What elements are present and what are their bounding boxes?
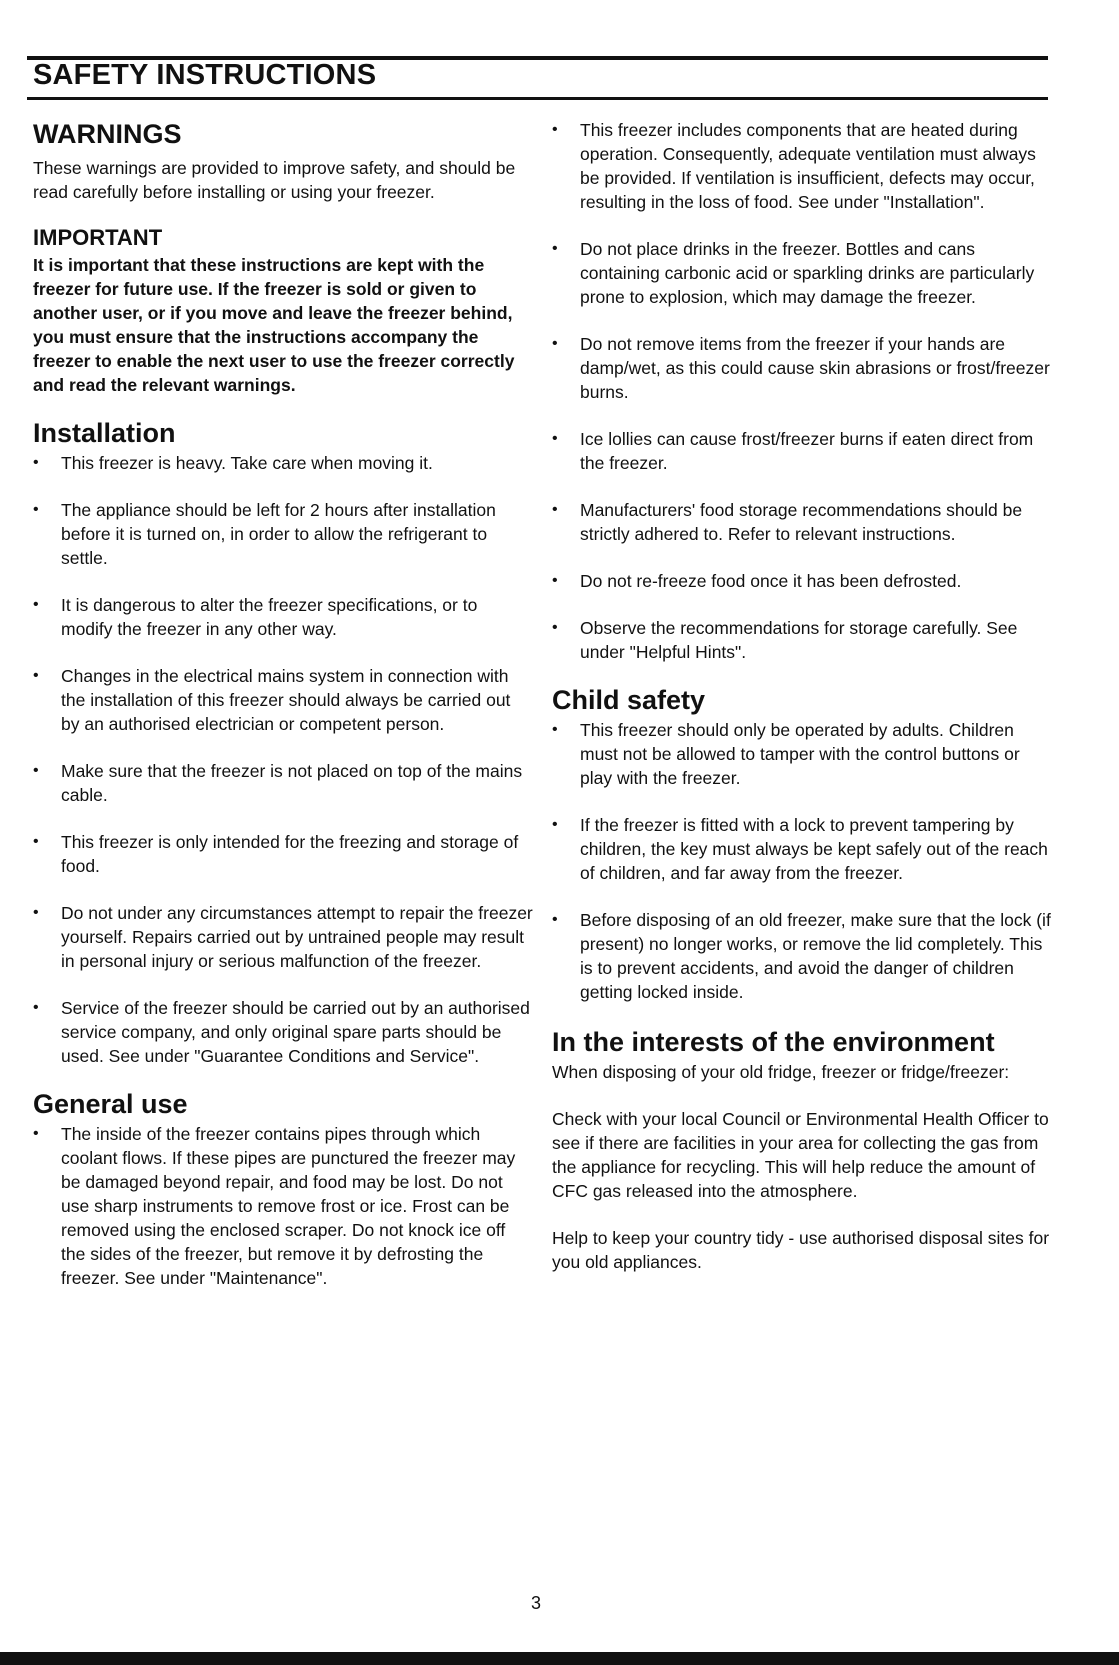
- environment-intro: When disposing of your old fridge, freezer or fridge/freezer:: [552, 1062, 1010, 1082]
- list-item: • This freezer is only intended for the freezing and storage of food.: [33, 830, 533, 878]
- list-item: • Make sure that the freezer is not placed on top of the mains cable.: [33, 759, 533, 807]
- page-title: SAFETY INSTRUCTIONS: [33, 59, 377, 91]
- list-item: • Ice lollies can cause frost/freezer burns if eaten direct from the freezer.: [552, 427, 1052, 475]
- right-column: [552, 118, 1052, 1274]
- list-item: • Manufacturers' food storage recommendations should be strictly adhered to. Refer to relevant instructions.: [552, 498, 1052, 546]
- general-warnings-list: [552, 118, 1052, 664]
- child-safety-list: [552, 718, 1052, 1004]
- list-item: • Changes in the electrical mains system in connection with the installation of this freezer should always be carried out by an authorised electrician or competent person.: [33, 664, 533, 736]
- important-heading: IMPORTANT: [33, 225, 163, 250]
- general-use-list: [33, 1122, 533, 1290]
- environment-disposal: Help to keep your country tidy - use authorised disposal sites for you old appliances.: [552, 1228, 1050, 1272]
- list-item: • This freezer should only be operated by adults. Children must not be allowed to tamper with the control buttons or play with the freezer.: [552, 718, 1052, 790]
- list-item: • It is dangerous to alter the freezer specifications, or to modify the freezer in any other way.: [33, 593, 533, 641]
- list-item: • The appliance should be left for 2 hours after installation before it is turned on, in order to allow the refrigerant to settle.: [33, 498, 533, 570]
- list-item: • Service of the freezer should be carried out by an authorised service company, and only original spare parts should be used. See under "Guarantee Conditions and Service".: [33, 996, 533, 1068]
- environment-text: Check with your local Council or Environmental Health Officer to see if there are facilities in your area for collecting the gas from the appliance for recycling. This will help reduce the amount of CFC gas released into the atmosphere.: [552, 1109, 1049, 1201]
- footer-band: [0, 1652, 1119, 1665]
- list-item: • If the freezer is fitted with a lock to prevent tampering by children, the key must always be kept safely out of the reach of children, and far away from the freezer.: [552, 813, 1052, 885]
- list-item: • This freezer includes components that are heated during operation. Consequently, adequate ventilation must always be provided. If ventilation is insufficient, defects may occur, resulting in the loss of food. See under "Installation".: [552, 118, 1052, 214]
- left-column: [33, 118, 533, 1290]
- warnings-intro: These warnings are provided to improve safety, and should be read carefully before installing or using your freezer.: [33, 158, 516, 202]
- general-use-heading: General use: [33, 1089, 188, 1119]
- important-text: It is important that these instructions are kept with the freezer for future use. If the freezer is sold or given to another user, or if you move and leave the freezer behind, you must ensure that the instructions accompany the freezer to enable the next user to use the freezer correctly and read the relevant warnings.: [33, 255, 515, 395]
- list-item: • The inside of the freezer contains pipes through which coolant flows. If these pipes are punctured the freezer may be damaged beyond repair, and food may be lost. Do not use sharp instruments to remove frost or ice. Frost can be removed using the enclosed scraper. Do not knock ice off the sides of the freezer, but remove it by defrosting the freezer. See under "Maintenance".: [33, 1122, 533, 1290]
- list-item: • Before disposing of an old freezer, make sure that the lock (if present) no longer works, or remove the lid completely. This is to prevent accidents, and avoid the danger of children getting locked inside.: [552, 908, 1052, 1004]
- installation-list: [33, 451, 533, 1068]
- environment-heading: In the interests of the environment: [552, 1027, 995, 1057]
- list-item: • Do not place drinks in the freezer. Bottles and cans containing carbonic acid or sparkling drinks are particularly prone to explosion, which may damage the freezer.: [552, 237, 1052, 309]
- list-item: • Do not under any circumstances attempt to repair the freezer yourself. Repairs carried out by untrained people may result in personal injury or serious malfunction of the freezer.: [33, 901, 533, 973]
- list-item: • This freezer is heavy. Take care when moving it.: [33, 451, 533, 475]
- list-item: • Do not remove items from the freezer if your hands are damp/wet, as this could cause skin abrasions or frost/freezer burns.: [552, 332, 1052, 404]
- child-safety-heading: Child safety: [552, 685, 706, 715]
- page-number: 3: [531, 1593, 542, 1613]
- installation-heading: Installation: [33, 418, 176, 448]
- warnings-heading: WARNINGS: [33, 119, 182, 149]
- list-item: • Observe the recommendations for storage carefully. See under "Helpful Hints".: [552, 616, 1052, 664]
- list-item: • Do not re-freeze food once it has been defrosted.: [552, 569, 1052, 593]
- title-rule-bottom: [27, 97, 1048, 100]
